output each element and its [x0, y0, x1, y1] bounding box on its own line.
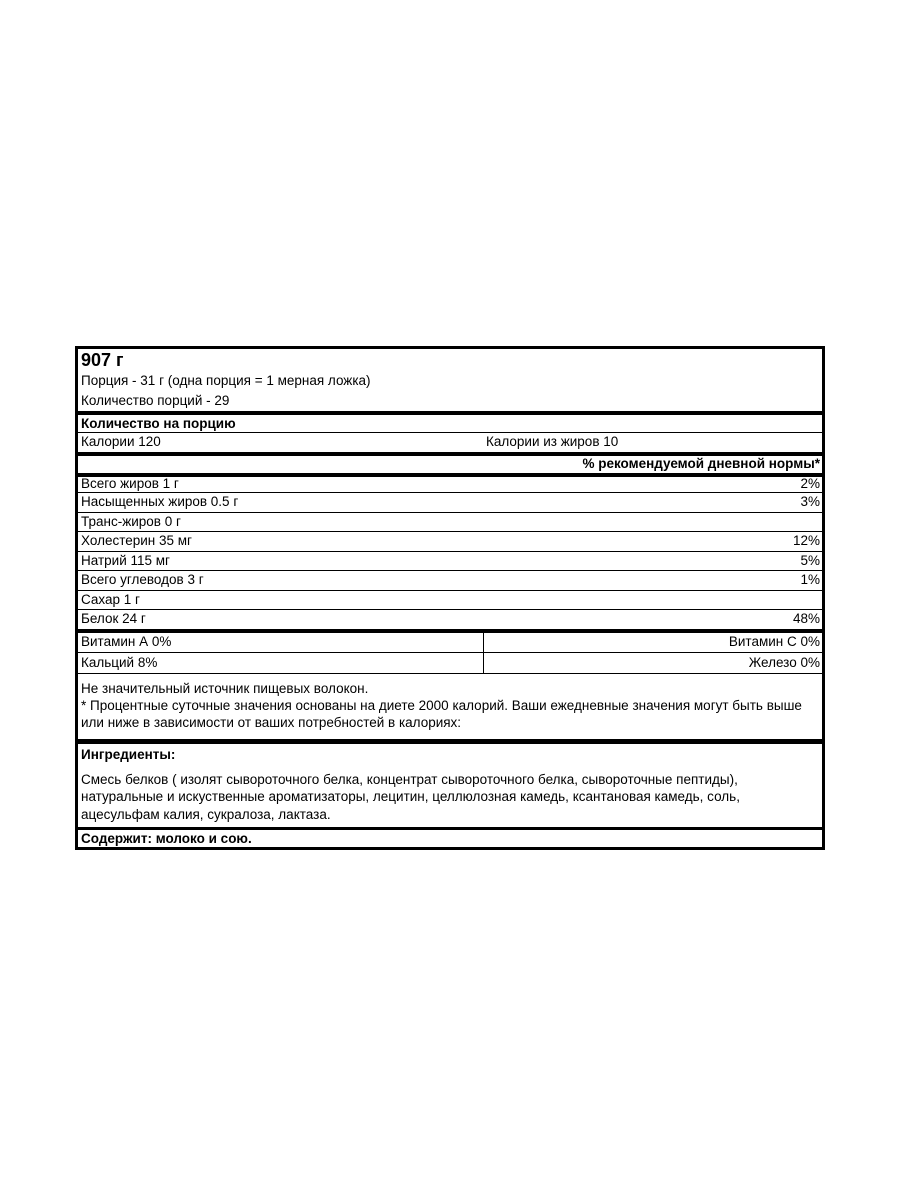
- nutrient-row-total-carbs: [78, 570, 822, 590]
- nutrient-dv: 3%: [800, 494, 820, 510]
- allergens: Содержит: молоко и сою.: [78, 827, 822, 847]
- calories-row: [78, 432, 822, 452]
- nutrient-row-total-fat: [78, 473, 822, 493]
- ingredients-text: Смесь белков ( изолят сывороточного белка, концентрат сывороточного белка, сывороточные пептиды), натуральные и искуственные ароматизаторы, лецитин, целлюлозная камедь, ксантановая камедь, соль, ацесульфам калия, сукралоза, лактаза.: [81, 771, 740, 822]
- nutrient-row-saturated-fat: [78, 492, 822, 512]
- nutrient-dv: 5%: [800, 552, 820, 568]
- nutrient-dv: 2%: [800, 476, 820, 492]
- calcium: Кальций 8%: [78, 653, 484, 673]
- nutrient-name: Транс-жиров 0 г: [81, 513, 181, 529]
- nutrient-row-trans-fat: [78, 512, 822, 532]
- nutrient-row-cholesterol: [78, 531, 822, 551]
- nutrient-dv: 12%: [792, 533, 820, 549]
- serving-size: Порция - 31 г (одна порция = 1 мерная ложка): [81, 372, 371, 388]
- nutrient-row-sugar: [78, 590, 822, 610]
- fiber-note: Не значительный источник пищевых волокон.: [81, 680, 369, 696]
- vitamin-c: Витамин С 0%: [728, 634, 820, 650]
- calories-from-fat: Калории из жиров 10: [486, 434, 619, 450]
- servings-count: Количество порций - 29: [81, 392, 230, 408]
- nutrient-dv: 1%: [800, 572, 820, 588]
- daily-value-note: * Процентные суточные значения основаны на диете 2000 калорий. Ваши ежедневные значения могут быть выше или ниже в зависимости от ваших потребностей в калориях:: [81, 697, 802, 730]
- iron: Железо 0%: [748, 654, 820, 670]
- nutrient-name: Белок 24 г: [81, 611, 146, 627]
- daily-value-label: % рекомендуемой дневной нормы*: [582, 456, 820, 471]
- amount-per-serving: Количество на порцию: [78, 411, 822, 432]
- ingredients-title: Ингредиенты:: [78, 739, 822, 767]
- nutrient-name: Всего углеводов 3 г: [81, 572, 204, 588]
- nutrient-name: Сахар 1 г: [81, 591, 140, 607]
- nutrient-name: Всего жиров 1 г: [81, 476, 179, 492]
- nutrient-name: Холестерин 35 мг: [81, 533, 192, 549]
- vitamin-a: Витамин А 0%: [78, 633, 484, 653]
- footnotes: [78, 673, 822, 739]
- product-weight: 907 г: [81, 350, 124, 370]
- vitamin-row-2: [78, 652, 822, 673]
- nutrient-dv: 48%: [792, 611, 820, 627]
- nutrient-name: Натрий 115 мг: [81, 552, 170, 568]
- nutrition-label: [75, 346, 825, 850]
- nutrient-row-protein: [78, 609, 822, 629]
- vitamin-row-1: [78, 629, 822, 653]
- nutrient-name: Насыщенных жиров 0.5 г: [81, 494, 239, 510]
- nutrient-row-sodium: [78, 551, 822, 571]
- calories: Калории 120: [81, 434, 161, 450]
- daily-value-header: [78, 452, 822, 473]
